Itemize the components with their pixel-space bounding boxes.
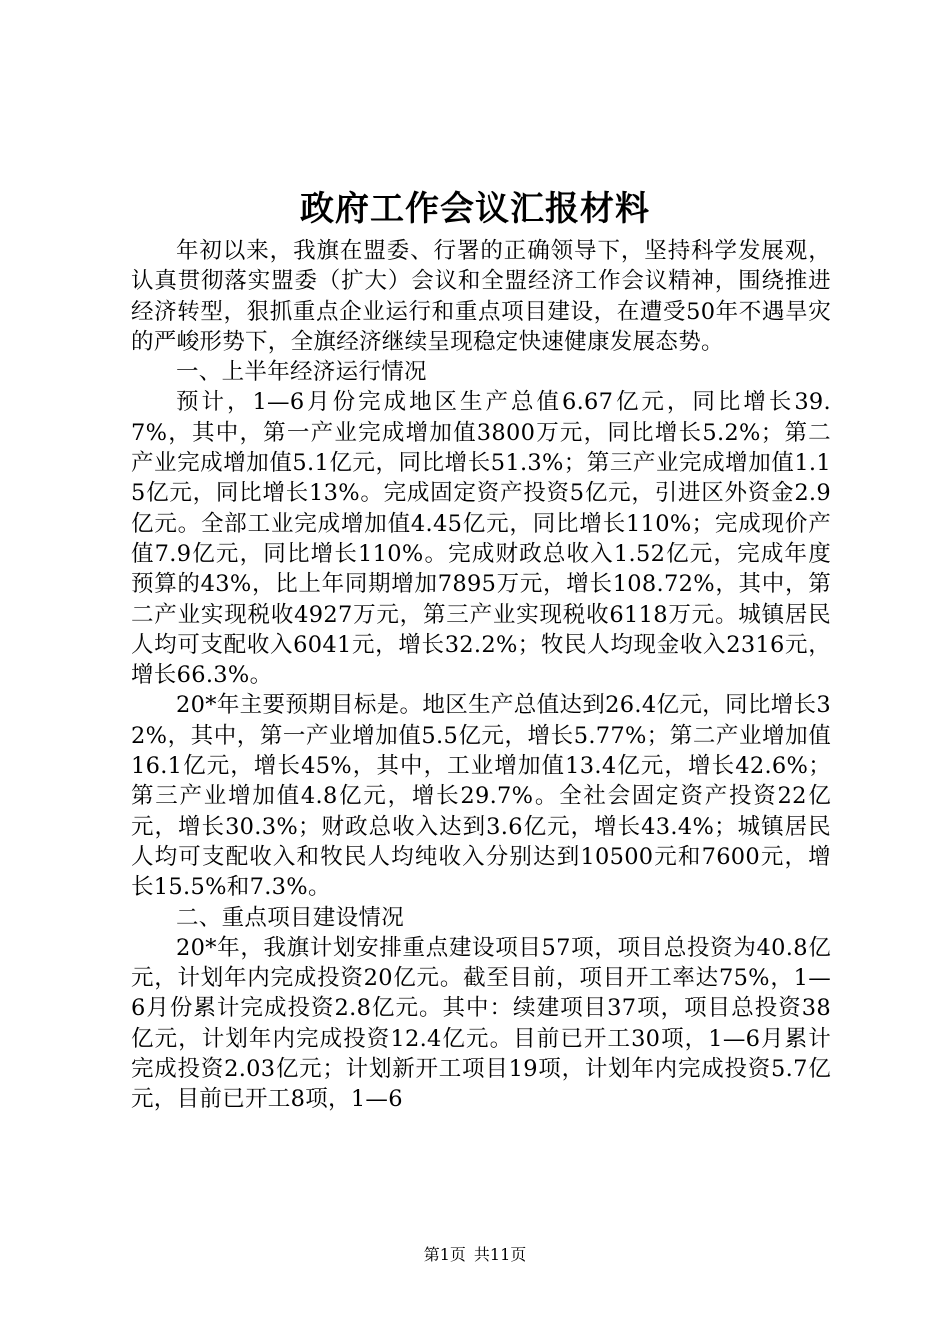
page-total: 共11页 <box>473 1245 527 1264</box>
section-heading-1: 一、上半年经济运行情况 <box>176 359 427 386</box>
section-heading-2: 二、重点项目建设情况 <box>176 904 405 931</box>
page-number: 第1页 <box>423 1245 466 1264</box>
intro-paragraph: 年初以来，我旗在盟委、行署的正确领导下，坚持科学发展观，认真贯彻落实盟委（扩大）会议和全盟经济工作会议精神，围绕推进经济转型，狠抓重点企业运行和重点项目建设，在遭受50年不遇旱灾的严峻形势下，全旗经济继续呈现稳定快速健康发展态势。 <box>131 238 831 355</box>
projects-paragraph: 20*年，我旗计划安排重点建设项目57项，项目总投资为40.8亿元，计划年内完成投资20亿元。截至目前，项目开工率达75%，1—6月份累计完成投资2.8亿元。其中：续建项目37项，项目总投资38亿元，计划年内完成投资12.4亿元。目前已开工30项，1—6月累计完成投资2.03亿元；计划新开工项目19项，计划年内完成投资5.7亿元，目前已开工8项，1—6 <box>131 934 831 1113</box>
economic-data-paragraph: 预计，1—6月份完成地区生产总值6.67亿元，同比增长39.7%，其中，第一产业完成增加值3800万元，同比增长5.2%；第二产业完成增加值5.1亿元，同比增长51.3%；第三产业完成增加值1.15亿元，同比增长13%。完成固定资产投资5亿元，引进区外资金2.9亿元。全部工业完成增加值4.45亿元，同比增长110%；完成现价产值7.9亿元，同比增长110%。完成财政总收入1.52亿元，完成年度预算的43%，比上年同期增加7895万元，增长108.72%，其中，第二产业实现税收4927万元，第三产业实现税收6118万元。城镇居民人均可支配收入6041元，增长32.2%；牧民人均现金收入2316元，增长66.3%。 <box>131 389 831 689</box>
page-footer <box>0 1244 950 1266</box>
targets-paragraph: 20*年主要预期目标是。地区生产总值达到26.4亿元，同比增长32%，其中，第一产业增加值5.5亿元，增长5.77%；第二产业增加值16.1亿元，增长45%，其中，工业增加值13.4亿元，增长42.6%；第三产业增加值4.8亿元，增长29.7%。全社会固定资产投资22亿元，增长30.3%；财政总收入达到3.6亿元，增长43.4%；城镇居民人均可支配收入和牧民人均纯收入分别达到10500元和7600元，增长15.5%和7.3%。 <box>131 692 831 901</box>
document-body <box>131 236 831 1115</box>
document-title: 政府工作会议汇报材料 <box>300 189 650 229</box>
